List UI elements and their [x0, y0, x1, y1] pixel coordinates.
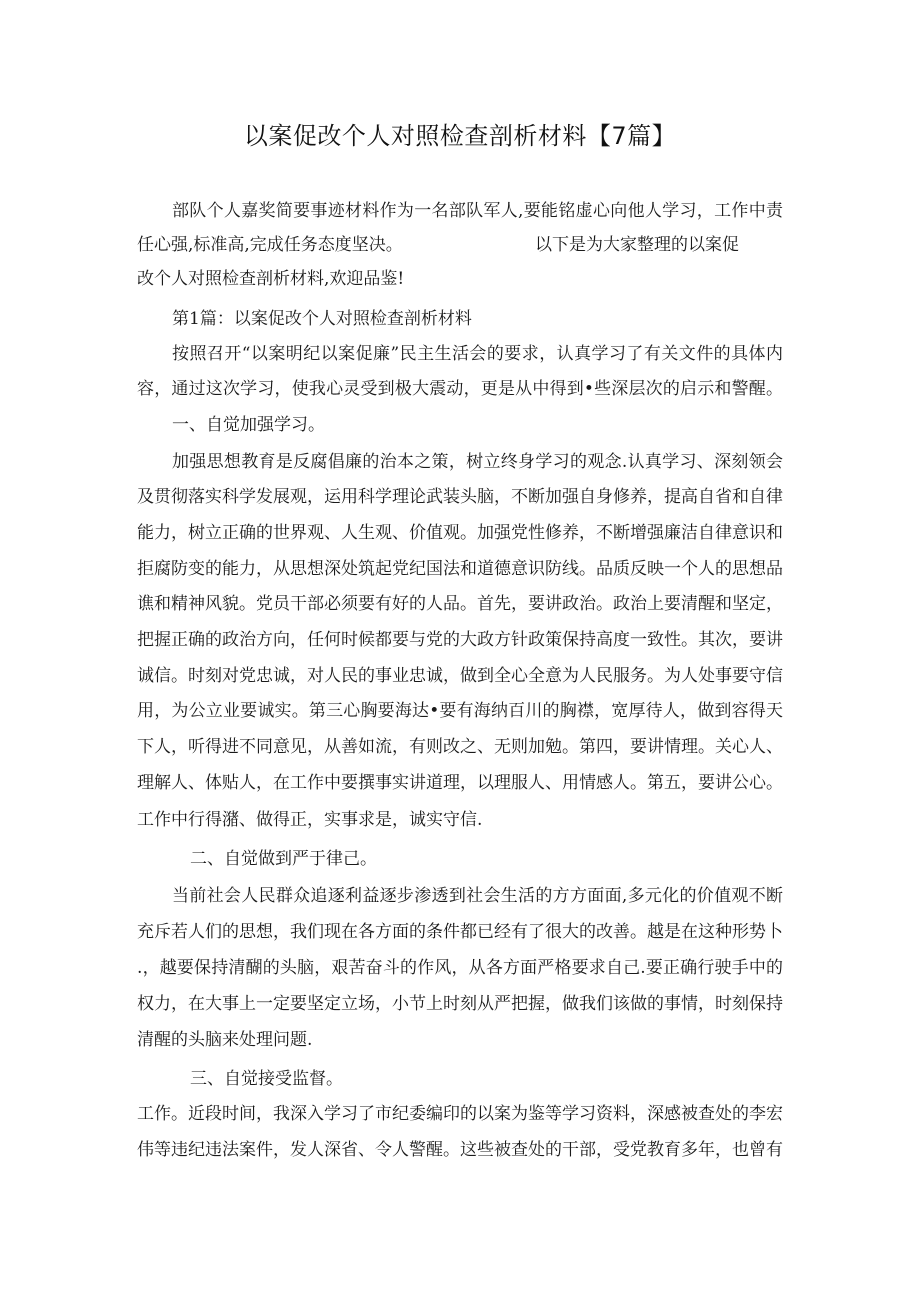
section-1-line-4: 拒腐防变的能力，从思想深处筑起党纪国法和道德意识防线。品质反映一个人的思想品	[137, 559, 783, 579]
intro-line-3: 改个人对照检查剖析材料,欢迎品鉴!	[137, 269, 405, 289]
section-1-line-7: 诚信。时刻对党忠诚，对人民的事业忠诚，做到全心全意为人民服务。为人处事要守信	[137, 666, 783, 686]
section-3-heading: 三、自觉接受监督。	[190, 1069, 343, 1089]
intro-line-1: 部队个人嘉奖简要事迹材料作为一名部队军人,要能铭虚心向他人学习，工作中责	[172, 201, 783, 221]
opening-line-2: 容，通过这次学习，使我心灵受到极大震动，更是从中得到•些深层次的启示和警醒。	[137, 379, 783, 399]
section-1-line-11: 工作中行得潴、做得正，实事求是，诚实守信.	[137, 810, 483, 830]
opening-line-1: 按照召开“以案明纪以案促廉”民主生活会的要求，认真学习了有关文件的具体内	[172, 344, 783, 364]
section-2-line-3: .，越要保持清醐的头脑，艰苦奋斗的作风，从各方面严格要求自己.要正确行驶手中的	[137, 958, 783, 978]
chapter-heading: 第1篇：以案促改个人对照检查剖析材料	[172, 309, 472, 329]
section-2-line-1: 当前社会人民群众追逐利益逐步渗透到社会生活的方方面面,多元化的价值观不断	[172, 886, 783, 906]
section-2-heading: 二、自觉做到严于律己。	[190, 849, 377, 869]
document-title: 以案促改个人对照检查剖析材料【7篇】	[243, 122, 677, 150]
section-1-line-8: 用，为公立业要诚实。第三心胸要海达•要有海纳百川的胸襟，宽厚待人，做到容得天	[137, 701, 783, 721]
intro-line-2-right: 以下是为大家整理的以案促	[535, 235, 739, 255]
section-3-line-1: 工作。近段时间，我深入学习了市纪委编印的以案为鉴等学习资料，深感被查处的李宏	[137, 1104, 783, 1124]
section-1-line-9: 下人，听得进不同意见，从善如流，有则改之、无则加勉。第四，要讲情理。关心人、	[137, 737, 783, 757]
intro-line-2-left: 任心强,标准高,完成任务态度坚决。	[137, 235, 403, 255]
section-2-line-2: 充斥若人们的思想，我们现在各方面的条件都已经有了很大的改善。越是在这种形势卜	[137, 922, 783, 942]
section-1-line-10: 理解人、体贴人，在工作中要撰事实讲道理，以理服人、用情感人。第五，要讲公心。	[137, 773, 783, 793]
section-2-line-4: 权力，在大事上一定要坚定立场，小节上时刻从严把握，做我们该做的事情，时刻保持	[137, 994, 783, 1014]
section-1-line-3: 能力，树立正确的世界观、人生观、价值观。加强党性修养，不断增强廉洁自律意识和	[137, 523, 783, 543]
section-1-line-2: 及贯彻落实科学发展观，运用科学理论武装头脑，不断加强自身修养，提高自省和自律	[137, 487, 783, 507]
section-3-line-2: 伟等违纪违法案件，发人深省、令人警醒。这些被查处的干部，受党教育多年，也曾有	[137, 1140, 783, 1160]
section-1-heading: 一、自觉加强学习。	[172, 415, 325, 435]
section-1-line-6: 把握正确的政治方向，任何时候都要与党的大政方针政策保持高度一致性。其次，要讲	[137, 630, 783, 650]
section-1-line-5: 谯和精神风貌。党员干部必须要有好的人品。首先，要讲政治。政治上要清醒和坚定，	[137, 594, 783, 614]
section-1-line-1: 加强思想教育是反腐倡廉的治本之策，树立终身学习的观念.认真学习、深刻领会	[172, 452, 783, 472]
section-2-line-5: 清醒的头脑来处理问题.	[137, 1030, 313, 1050]
